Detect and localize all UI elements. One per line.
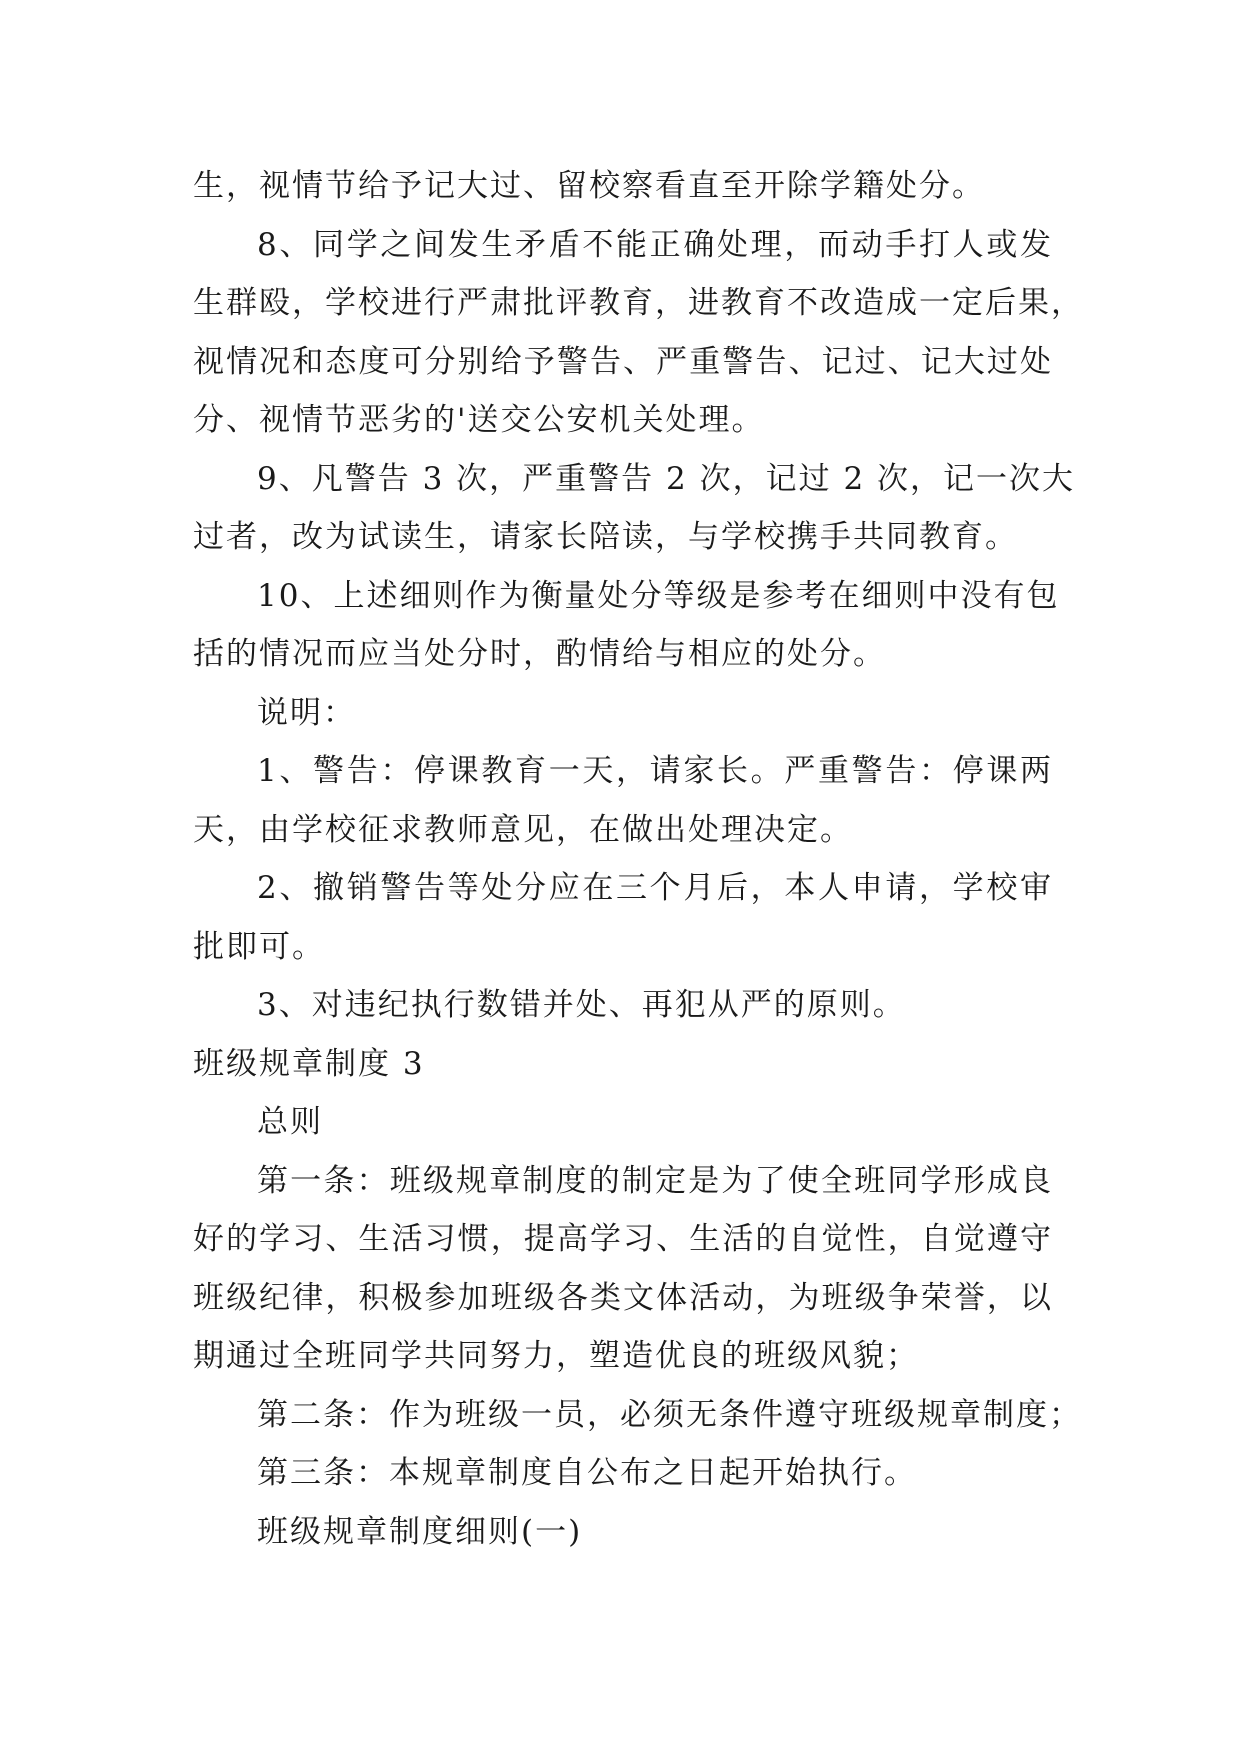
- text-line: 10、上述细则作为衡量处分等级是参考在细则中没有包: [257, 577, 1060, 614]
- text-line: 过者，改为试读生，请家长陪读，与学校携手共同教育。: [193, 519, 1018, 555]
- text-line: 生群殴，学校进行严肃批评教育，进教育不改造成一定后果，: [193, 285, 1084, 321]
- text-line: 批即可。: [193, 928, 325, 965]
- text-line: 班级规章制度 3: [193, 1045, 425, 1082]
- text-line: 视情况和态度可分别给予警告、严重警告、记过、记大过处: [193, 343, 1053, 380]
- text-line: 好的学习、生活习惯，提高学习、生活的自觉性，自觉遵守: [193, 1221, 1053, 1257]
- text-line: 8、同学之间发生矛盾不能正确处理，而动手打人或发: [257, 226, 1053, 263]
- text-line: 第三条：本规章制度自公布之日起开始执行。: [257, 1455, 917, 1491]
- text-line: 第二条：作为班级一员，必须无条件遵守班级规章制度；: [257, 1396, 1082, 1433]
- document-body: [193, 157, 1084, 1561]
- text-line: 1、警告：停课教育一天，请家长。严重警告：停课两: [257, 753, 1053, 789]
- text-line: 说明：: [257, 694, 356, 731]
- text-line: 9、凡警告 3 次，严重警告 2 次，记过 2 次，记一次大: [257, 460, 1076, 497]
- text-line: 分、视情节恶劣的'送交公安机关处理。: [193, 402, 765, 438]
- text-line: 天，由学校征求教师意见，在做出处理决定。: [193, 811, 853, 848]
- text-line: 班级规章制度细则(一): [257, 1513, 583, 1550]
- text-line: 3、对违纪执行数错并处、再犯从严的原则。: [257, 987, 906, 1023]
- text-line: 生，视情节给予记大过、留校察看直至开除学籍处分。: [193, 168, 985, 204]
- text-line: 班级纪律，积极参加班级各类文体活动，为班级争荣誉，以: [193, 1279, 1053, 1316]
- text-line: 2、撤销警告等处分应在三个月后，本人申请，学校审: [257, 870, 1053, 906]
- text-line: 括的情况而应当处分时，酌情给与相应的处分。: [193, 636, 886, 672]
- text-line: 总则: [257, 1104, 323, 1140]
- text-line: 第一条：班级规章制度的制定是为了使全班同学形成良: [257, 1162, 1053, 1199]
- text-line: 期通过全班同学共同努力，塑造优良的班级风貌；: [193, 1338, 919, 1374]
